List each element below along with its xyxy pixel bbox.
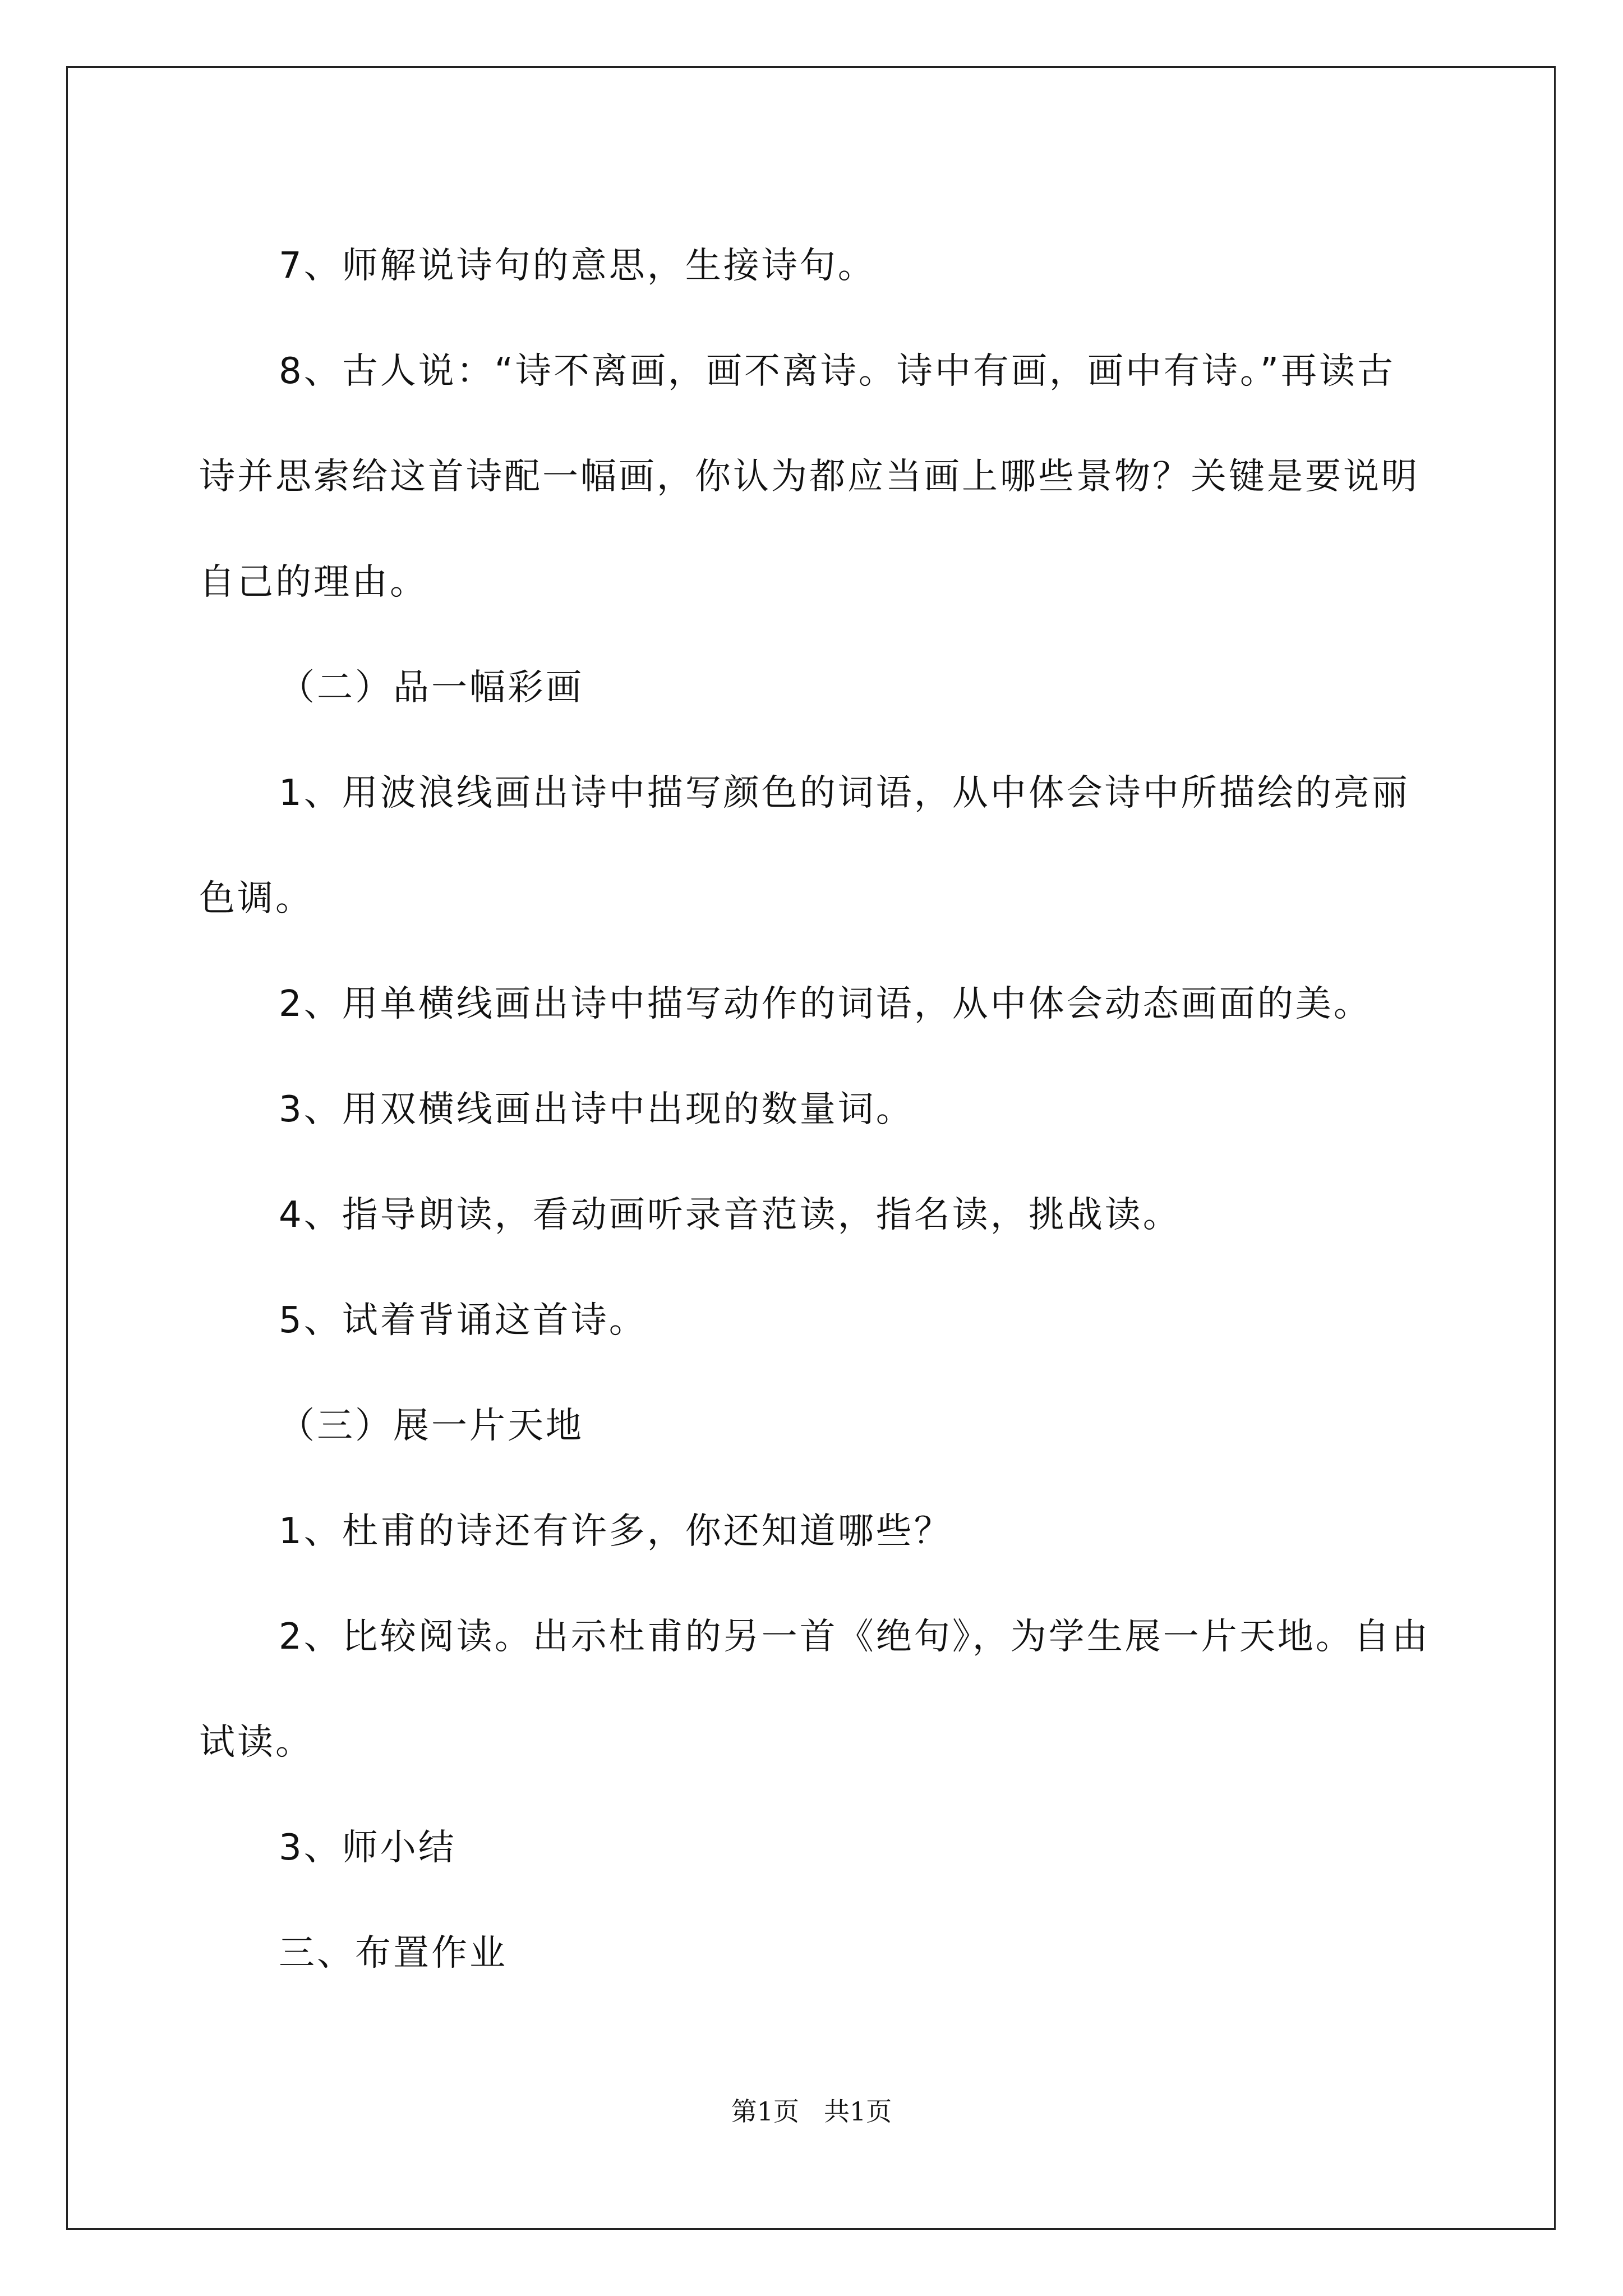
paragraph: 7、师解说诗句的意思，生接诗句。 bbox=[279, 245, 876, 287]
section-heading: 三、布置作业 bbox=[279, 1932, 508, 1974]
paragraph: 3、用双横线画出诗中出现的数量词。 bbox=[279, 1089, 914, 1130]
paragraph: 2、比较阅读。出示杜甫的另一首《绝句》，为学生展一片天地。自由试读。 bbox=[199, 1616, 1430, 1763]
page-total: 共1页 bbox=[823, 2096, 892, 2127]
paragraph: 2、用单横线画出诗中描写动作的词语，从中体会动态画面的美。 bbox=[279, 983, 1372, 1025]
paragraph: 1、用波浪线画出诗中描写颜色的词语，从中体会诗中所描绘的亮丽色调。 bbox=[199, 772, 1410, 919]
page-footer bbox=[0, 2091, 1623, 2128]
section-heading: （二）品一幅彩画 bbox=[279, 667, 584, 708]
paragraph: 5、试着背诵这首诗。 bbox=[279, 1300, 647, 1341]
paragraph: 8、古人说：“诗不离画，画不离诗。诗中有画，画中有诗。”再读古诗并思索给这首诗配一幅画，你认为都应当画上哪些景物？关键是要说明自己的理由。 bbox=[199, 351, 1419, 603]
paragraph: 3、师小结 bbox=[279, 1827, 457, 1869]
paragraph: 4、指导朗读，看动画听录音范读，指名读，挑战读。 bbox=[279, 1194, 1181, 1236]
section-heading: （三）展一片天地 bbox=[279, 1405, 584, 1447]
document-body bbox=[199, 213, 1433, 2006]
paragraph: 1、杜甫的诗还有许多，你还知道哪些？ bbox=[279, 1511, 952, 1552]
page-number: 第1页 bbox=[731, 2096, 800, 2127]
